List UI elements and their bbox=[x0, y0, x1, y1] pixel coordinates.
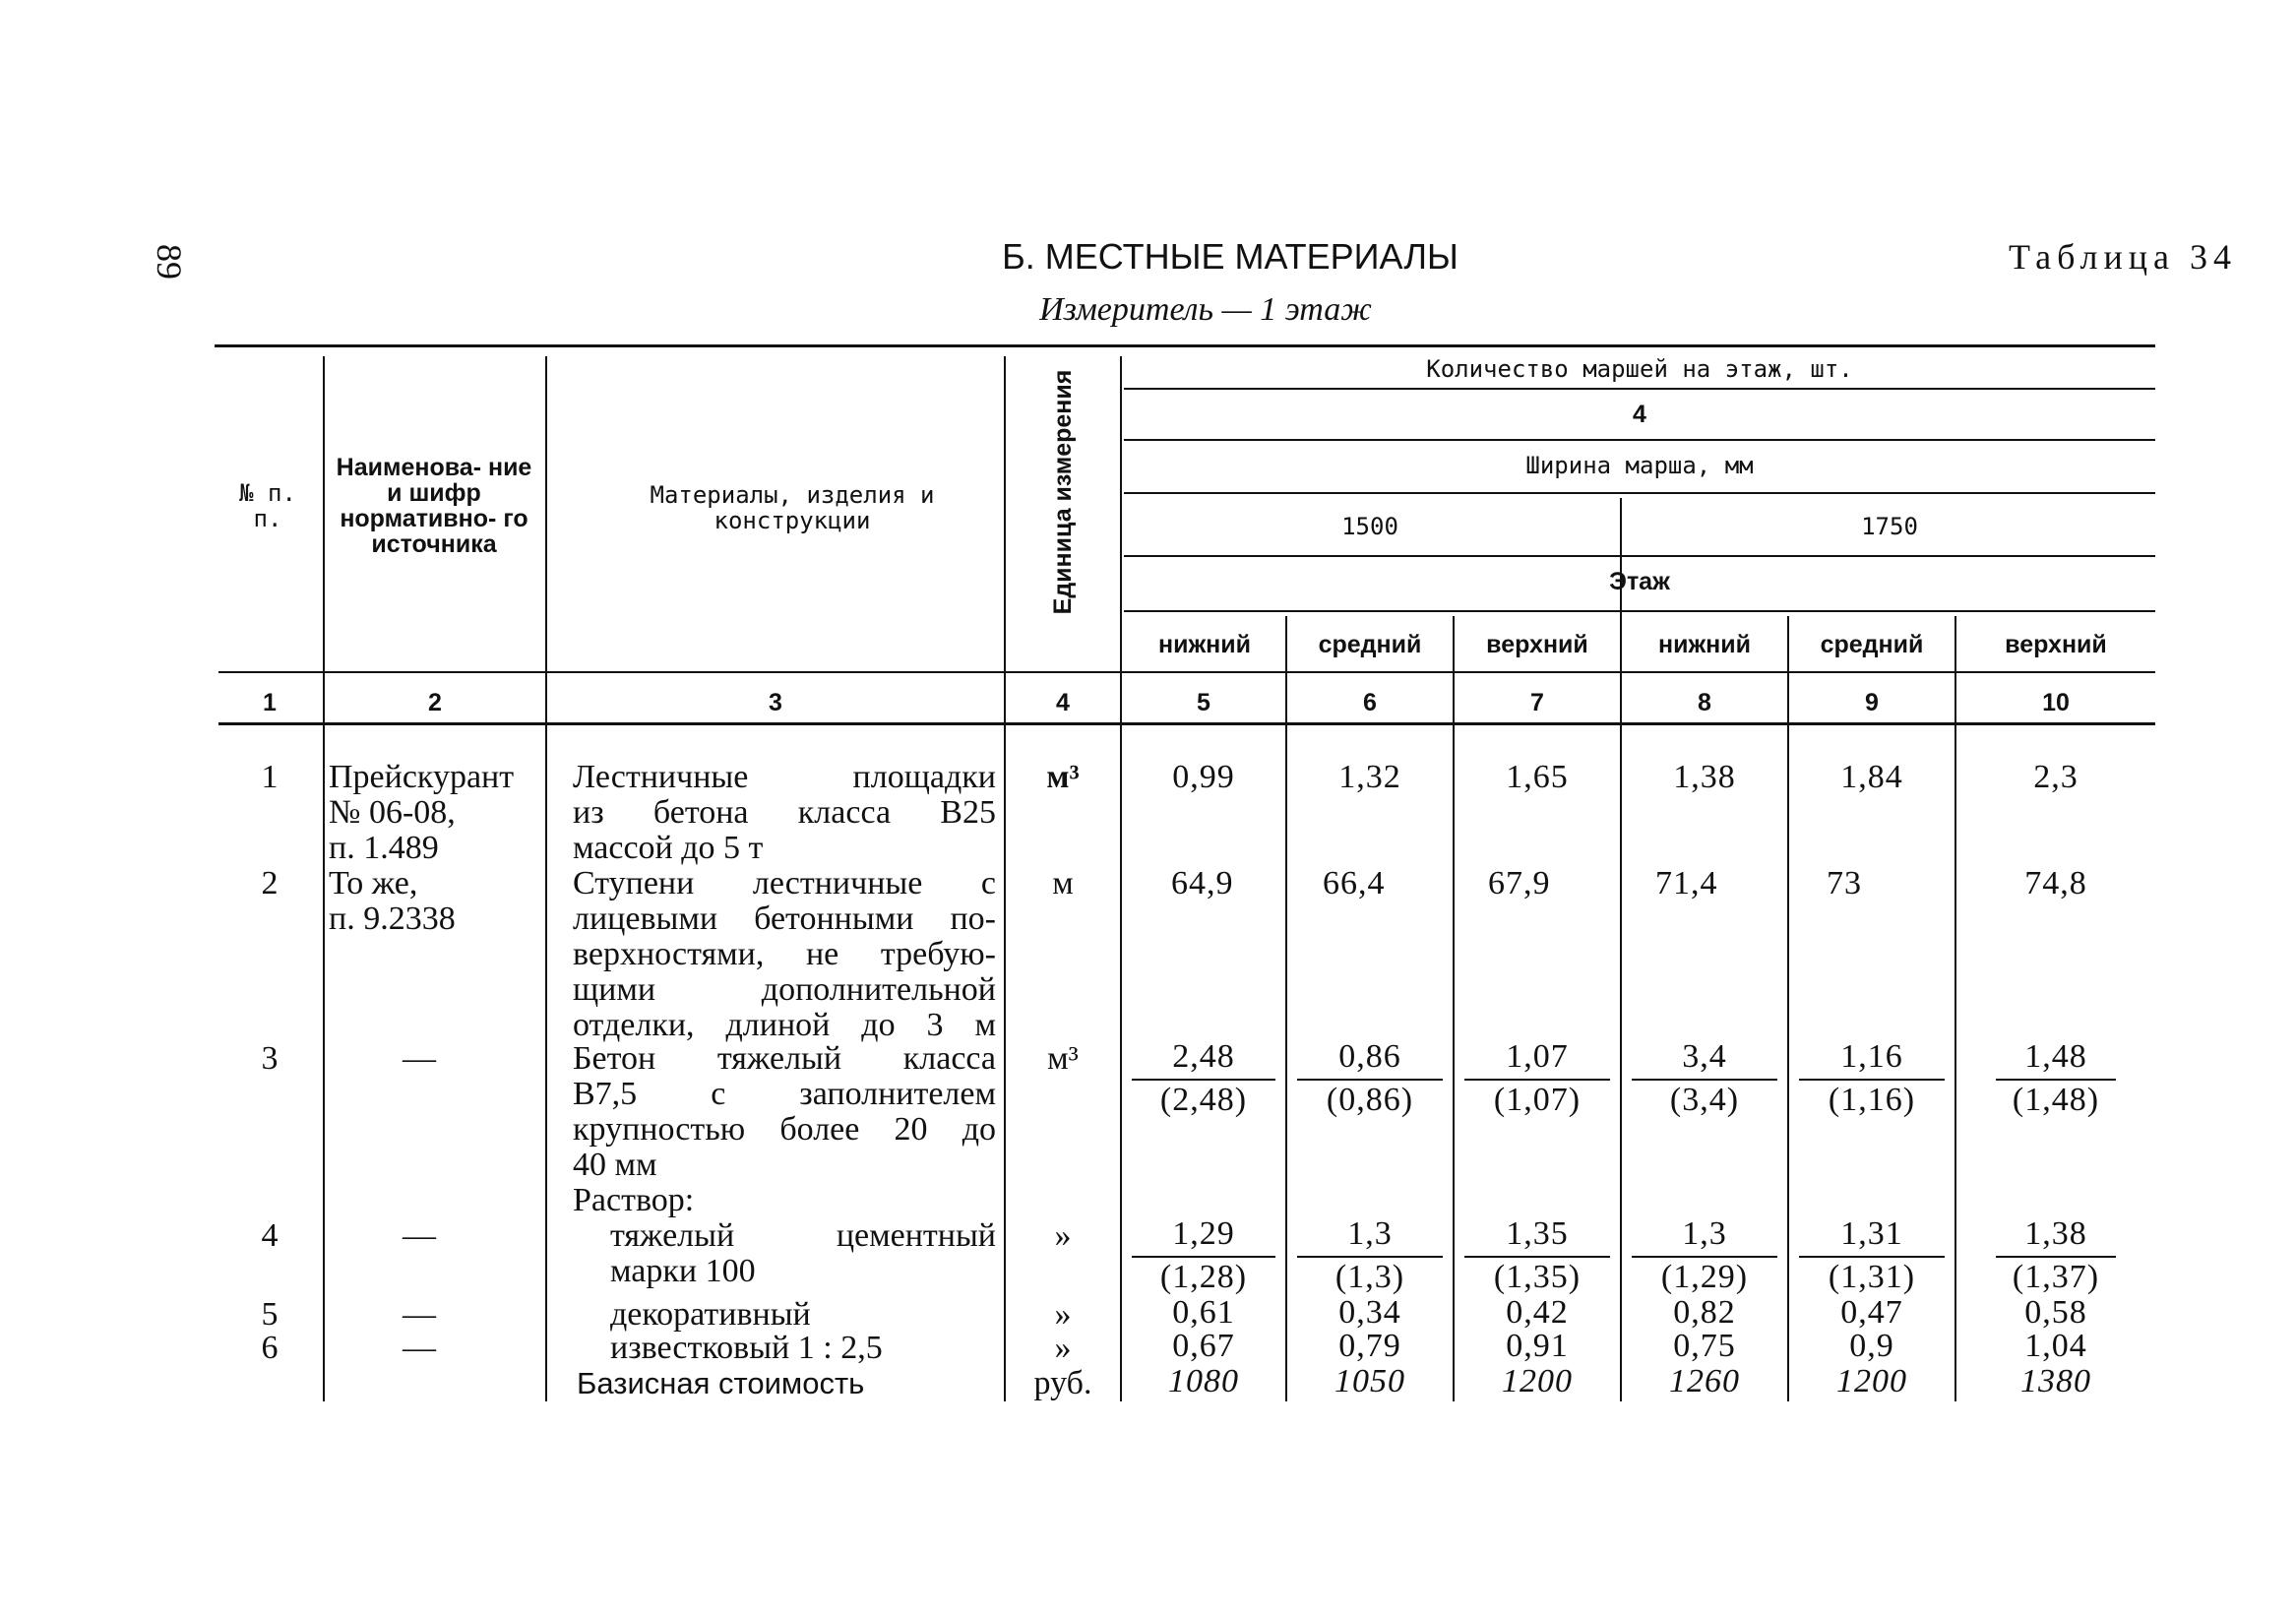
column-number: 7 bbox=[1530, 689, 1544, 716]
value-cell: 64,9 bbox=[1171, 865, 1234, 901]
group-rule-4 bbox=[1124, 555, 2155, 557]
value-cell: 1,16 bbox=[1840, 1038, 1903, 1075]
value-cell: 1,35 bbox=[1506, 1215, 1569, 1252]
value-cell: 1200 bbox=[1836, 1363, 1907, 1399]
value-cell: 0,61 bbox=[1172, 1294, 1235, 1331]
value-cell: 1,04 bbox=[2024, 1328, 2087, 1364]
value-cell: 1,84 bbox=[1840, 759, 1903, 795]
header-no: № п. п. bbox=[239, 479, 296, 532]
value-paren-cell: (3,4) bbox=[1669, 1082, 1740, 1118]
value-cell: 1,3 bbox=[1682, 1215, 1727, 1252]
value-cell: 1,65 bbox=[1506, 759, 1569, 795]
floor-label: нижний bbox=[1157, 631, 1252, 658]
value-cell: 1,38 bbox=[2024, 1215, 2087, 1252]
unit-cell: » bbox=[1054, 1217, 1072, 1254]
table-top-rule bbox=[215, 344, 2155, 347]
column-number: 9 bbox=[1865, 689, 1879, 716]
section-title: Б. МЕСТНЫЕ МАТЕРИАЛЫ bbox=[1002, 236, 1458, 277]
fraction-rule bbox=[1799, 1079, 1945, 1081]
colnum-bottom-rule bbox=[218, 722, 2155, 725]
value-cell: 1,32 bbox=[1338, 759, 1401, 795]
row-number: 3 bbox=[261, 1040, 279, 1077]
material-line: отделки, длиной до 3 м bbox=[573, 1007, 996, 1043]
value-paren-cell: (1,16) bbox=[1828, 1082, 1916, 1118]
value-cell: 3,4 bbox=[1682, 1038, 1727, 1075]
source-dash: — bbox=[403, 1217, 436, 1254]
column-number: 1 bbox=[263, 689, 277, 716]
header-width-title: Ширина марша, мм bbox=[1525, 452, 1754, 479]
material-line: верхностями, не требую- bbox=[573, 936, 996, 972]
group-rule-3 bbox=[1124, 492, 2155, 494]
value-paren-cell: (1,37) bbox=[2012, 1259, 2100, 1295]
floor-label: средний bbox=[1318, 631, 1422, 658]
source-line: Прейскурант bbox=[329, 759, 515, 795]
value-cell: 0,9 bbox=[1849, 1328, 1894, 1364]
header-width-1500: 1500 bbox=[1341, 513, 1398, 540]
value-paren-cell: (1,07) bbox=[1493, 1082, 1582, 1118]
material-line: Базисная стоимость bbox=[577, 1366, 865, 1400]
vrule-1 bbox=[323, 356, 325, 1401]
fraction-rule bbox=[1132, 1079, 1275, 1081]
value-cell: 0,75 bbox=[1673, 1328, 1736, 1364]
floor-label: верхний bbox=[1486, 631, 1588, 658]
group-rule-2 bbox=[1124, 439, 2155, 441]
column-number: 10 bbox=[2042, 689, 2070, 716]
material-line: щими дополнительной bbox=[573, 971, 996, 1008]
material-line: В7,5 с заполнителем bbox=[573, 1076, 996, 1112]
material-line: тяжелый цементный bbox=[610, 1217, 996, 1254]
row-number: 6 bbox=[261, 1330, 279, 1366]
value-cell: 74,8 bbox=[2024, 865, 2087, 901]
value-cell: 66,4 bbox=[1323, 865, 1386, 901]
value-cell: 1080 bbox=[1168, 1363, 1239, 1399]
material-line: лицевыми бетонными по- bbox=[573, 901, 996, 937]
column-number: 8 bbox=[1698, 689, 1711, 716]
row-number: 4 bbox=[261, 1217, 279, 1254]
header-bottom-rule bbox=[218, 671, 2155, 673]
material-line: декоративный bbox=[610, 1296, 811, 1333]
source-line: п. 9.2338 bbox=[329, 901, 456, 937]
row-number: 2 bbox=[261, 865, 279, 901]
value-cell: 1,3 bbox=[1347, 1215, 1393, 1252]
material-line: Лестничные площадки bbox=[573, 759, 996, 795]
header-group-title: Количество маршей на этаж, шт. bbox=[1426, 355, 1853, 383]
value-cell: 1260 bbox=[1669, 1363, 1740, 1399]
fraction-rule bbox=[1464, 1256, 1610, 1258]
row-number: 1 bbox=[261, 759, 279, 795]
unit-cell: » bbox=[1054, 1296, 1072, 1333]
unit-cell: » bbox=[1054, 1330, 1072, 1366]
material-line: Ступени лестничные с bbox=[573, 865, 996, 901]
header-width-1750: 1750 bbox=[1861, 513, 1918, 540]
value-cell: 0,67 bbox=[1172, 1328, 1235, 1364]
value-cell: 1,31 bbox=[1840, 1215, 1903, 1252]
source-line: п. 1.489 bbox=[329, 830, 439, 866]
unit-cell: м bbox=[1052, 865, 1074, 901]
value-cell: 1,48 bbox=[2024, 1038, 2087, 1075]
header-floor-title: Этаж bbox=[1609, 568, 1670, 595]
fraction-rule bbox=[1632, 1079, 1777, 1081]
fraction-rule bbox=[1297, 1256, 1443, 1258]
column-number: 5 bbox=[1197, 689, 1210, 716]
source-dash: — bbox=[403, 1330, 436, 1366]
material-line: Бетон тяжелый класса bbox=[573, 1040, 996, 1077]
value-cell: 0,42 bbox=[1506, 1294, 1569, 1331]
value-cell: 1050 bbox=[1334, 1363, 1405, 1399]
value-cell: 71,4 bbox=[1655, 865, 1718, 901]
fraction-rule bbox=[1464, 1079, 1610, 1081]
measurer-caption: Измеритель — 1 этаж bbox=[1039, 291, 1372, 328]
value-cell: 0,86 bbox=[1338, 1038, 1401, 1075]
row-number: 5 bbox=[261, 1296, 279, 1333]
unit-cell: руб. bbox=[1033, 1365, 1092, 1401]
header-materials: Материалы, изделия и конструкции bbox=[650, 481, 935, 534]
value-cell: 0,91 bbox=[1506, 1328, 1569, 1364]
floor-label: нижний bbox=[1657, 631, 1752, 658]
value-cell: 0,79 bbox=[1338, 1328, 1401, 1364]
value-cell: 0,58 bbox=[2024, 1294, 2087, 1331]
column-number: 3 bbox=[769, 689, 782, 716]
value-cell: 73 bbox=[1827, 865, 1862, 901]
column-number: 2 bbox=[428, 689, 442, 716]
vrule-2 bbox=[545, 356, 547, 1401]
unit-cell: м³ bbox=[1046, 759, 1080, 795]
fraction-rule bbox=[1996, 1256, 2116, 1258]
value-cell: 1200 bbox=[1502, 1363, 1573, 1399]
value-cell: 0,47 bbox=[1840, 1294, 1903, 1331]
fraction-rule bbox=[1297, 1079, 1443, 1081]
value-cell: 0,99 bbox=[1172, 759, 1235, 795]
value-cell: 1,29 bbox=[1172, 1215, 1235, 1252]
value-cell: 2,48 bbox=[1172, 1038, 1235, 1075]
value-cell: 1,07 bbox=[1506, 1038, 1569, 1075]
fraction-rule bbox=[1996, 1079, 2116, 1081]
floor-label: средний bbox=[1820, 631, 1924, 658]
material-line: 40 мм bbox=[573, 1147, 657, 1183]
fraction-rule bbox=[1799, 1256, 1945, 1258]
group-rule-1 bbox=[1124, 388, 2155, 390]
value-paren-cell: (2,48) bbox=[1159, 1082, 1248, 1118]
group-rule-5 bbox=[1124, 610, 2155, 612]
fraction-rule bbox=[1132, 1256, 1275, 1258]
value-cell: 0,34 bbox=[1338, 1294, 1401, 1331]
value-cell: 0,82 bbox=[1673, 1294, 1736, 1331]
fraction-rule bbox=[1632, 1256, 1777, 1258]
source-line: То же, bbox=[329, 865, 418, 901]
material-line: крупностью более 20 до bbox=[573, 1111, 996, 1148]
column-number: 4 bbox=[1056, 689, 1070, 716]
value-paren-cell: (1,48) bbox=[2012, 1082, 2100, 1118]
value-paren-cell: (1,3) bbox=[1334, 1259, 1405, 1295]
column-number: 6 bbox=[1363, 689, 1377, 716]
group-heading: Раствор: bbox=[573, 1182, 695, 1218]
header-unit: Единица измерения bbox=[1049, 369, 1077, 615]
value-paren-cell: (1,28) bbox=[1159, 1259, 1248, 1295]
value-cell: 67,9 bbox=[1488, 865, 1551, 901]
unit-cell: м³ bbox=[1047, 1040, 1079, 1077]
material-line: известковый 1 : 2,5 bbox=[610, 1330, 883, 1366]
material-line: марки 100 bbox=[610, 1253, 756, 1289]
table-label: Таблица 34 bbox=[2009, 237, 2237, 277]
source-dash: — bbox=[403, 1040, 436, 1077]
floor-label: верхний bbox=[2005, 631, 2107, 658]
value-paren-cell: (0,86) bbox=[1326, 1082, 1414, 1118]
source-dash: — bbox=[403, 1296, 436, 1333]
value-cell: 2,3 bbox=[2033, 759, 2079, 795]
value-paren-cell: (1,31) bbox=[1828, 1259, 1916, 1295]
value-cell: 1,38 bbox=[1673, 759, 1736, 795]
material-line: массой до 5 т bbox=[573, 830, 764, 866]
header-group-count: 4 bbox=[1633, 401, 1646, 428]
material-line: из бетона класса В25 bbox=[573, 794, 996, 831]
value-paren-cell: (1,35) bbox=[1493, 1259, 1582, 1295]
header-source: Наименова- ние и шифр нормативно- го источника bbox=[336, 454, 532, 558]
source-line: № 06-08, bbox=[329, 794, 456, 831]
value-cell: 1380 bbox=[2020, 1363, 2091, 1399]
value-paren-cell: (1,29) bbox=[1660, 1259, 1749, 1295]
page-number: 89 bbox=[150, 244, 189, 280]
